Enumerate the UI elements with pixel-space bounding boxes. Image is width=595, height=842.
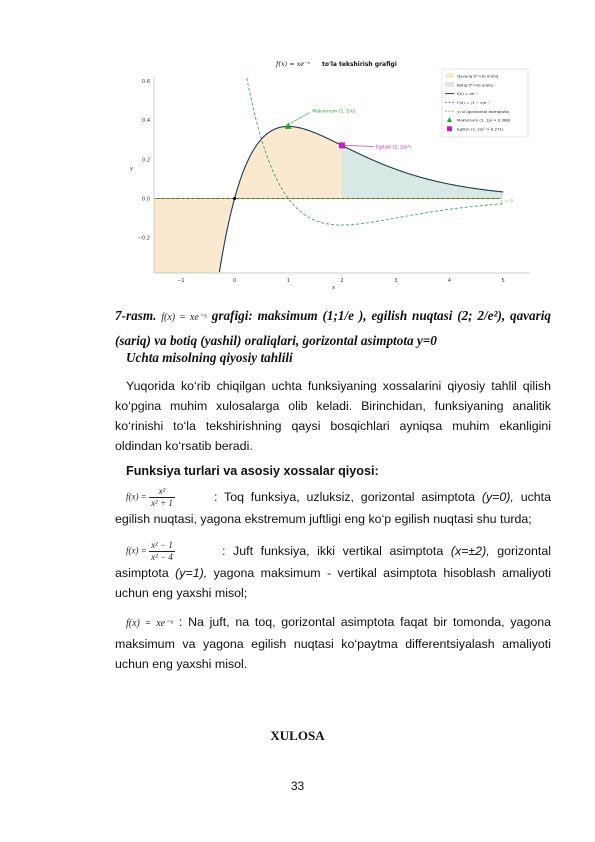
page-number: 33 bbox=[290, 779, 305, 793]
legend-swatch bbox=[445, 73, 454, 78]
list-item: f(x) = $\frac{\text{x² − 1}}{\text{x² − 4}}$ : Juft funksiya, ikki vertikal asimptota (x=±2), gorizontal asimptota (y=1), yagona maksimum - vertikal asimptota hisoblash amaliyoti uchun eng yaxshi misol; bbox=[115, 540, 551, 600]
function-graph-chart bbox=[120, 55, 532, 293]
paragraph-intro-text: Yuqorida ko‘rib chiqilgan uchta funksiyaning xossalarini qiyosiy tahlil qilish ko‘pgina muhim xulosalarga olib keladi. Birinchidan, funksiyaning analitik ko‘rinishi to‘la tekshirishning qaysi bosqichlari ayniqsa muhim ekanligini oldindan ko‘rsatib beradi. bbox=[115, 379, 551, 453]
legend-label: f(x) = xe⁻ˣ bbox=[457, 91, 478, 97]
zero-point bbox=[233, 197, 236, 200]
item1-formula: f(x) = $\frac{\text{x²}}{\text{x² + 1}}$ bbox=[126, 486, 173, 508]
conclusion-heading: XULOSA bbox=[270, 728, 325, 743]
x-tick-label: 1 bbox=[286, 278, 290, 284]
x-tick-label: 3 bbox=[394, 278, 398, 284]
y-tick-label: 0.4 bbox=[142, 118, 150, 125]
asymptote-annotation: y = 0 bbox=[500, 199, 513, 205]
figure-caption bbox=[115, 304, 551, 352]
y-tick-label: 0.0 bbox=[142, 196, 150, 203]
x-axis-label: x bbox=[332, 285, 335, 291]
y-axis-label: y bbox=[130, 166, 133, 172]
item2-formula: f(x) = $\frac{\text{x² − 1}}{\text{x² − 4}}$ bbox=[126, 540, 173, 562]
region-botiq bbox=[342, 145, 503, 198]
legend-swatch bbox=[445, 82, 454, 87]
legend-label: y=0 (gorizontal asimptota) bbox=[457, 108, 510, 114]
y-tick-label: 0.2 bbox=[142, 157, 150, 164]
legend-label: Qavariq (f''<0) oraliq bbox=[457, 73, 499, 79]
max-arrow bbox=[290, 112, 310, 123]
section-title: Uchta misolning qiyosiy tahlili bbox=[126, 350, 293, 365]
caption-text: grafigi: maksimum (1;1/e ), egilish nuqtasi (2; 2/e²), qavariq (sariq) va botiq (yashil) oraliqlari, gorizontal asimptota y=0 bbox=[115, 308, 552, 348]
x-tick-label: 0 bbox=[232, 278, 237, 284]
chart-title: to'la tekshirish grafigi bbox=[322, 61, 397, 68]
legend-label: Botiq (f''>0) oraliq bbox=[457, 82, 493, 88]
list-item: f(x) = xe⁻ˣ : Na juft, na toq, gorizontal asimptota faqat bir tomonda, yagona maksimum va yagona egilish nuqtasi ko‘paytma differentsiyalash amaliyoti uchun eng yaxshi misol. bbox=[115, 615, 552, 671]
legend-label: Egilish (2, 2/e² ≈ 0.271) bbox=[457, 126, 504, 132]
legend-label: Maksimum (1, 1/e ≈ 0.368) bbox=[457, 117, 511, 123]
inflection-annotation: Egilish (2, 2/e²) bbox=[376, 145, 411, 151]
inflection-arrow bbox=[345, 145, 374, 146]
y-tick-label: −0.2 bbox=[137, 235, 150, 242]
caption-formula: f(x) = xe⁻ˣ bbox=[161, 312, 207, 323]
inflection-point bbox=[339, 142, 345, 148]
legend-swatch bbox=[447, 126, 452, 131]
region-qavariq bbox=[154, 126, 342, 273]
caption-number: 7-rasm. bbox=[115, 308, 157, 323]
x-tick-label: 5 bbox=[501, 278, 505, 284]
paragraph-intro bbox=[115, 376, 551, 456]
item3-formula: f(x) = xe⁻ˣ bbox=[126, 618, 174, 629]
legend-label: f'(x) = (1 − x)e⁻ˣ bbox=[457, 100, 491, 105]
x-tick-label: 4 bbox=[447, 278, 452, 284]
x-tick-label: 2 bbox=[340, 278, 344, 284]
max-annotation: Maksimum (1, 1/e) bbox=[312, 109, 356, 115]
chart-title-formula: f(x) = xe⁻ˣ bbox=[276, 60, 310, 68]
x-tick-label: −1 bbox=[177, 278, 185, 284]
y-tick-label: 0.6 bbox=[142, 78, 150, 85]
list-item: f(x) = $\frac{\text{x²}}{\text{x² + 1}}$ : Toq funksiya, uzluksiz, gorizontal asimptota (y=0), uchta egilish nuqtasi, yagona ekstremum juftligi eng ko‘p egilish nuqtasi shu turda; bbox=[115, 486, 552, 526]
subheading: Funksiya turlari va asosiy xossalar qiyosi: bbox=[126, 464, 379, 478]
